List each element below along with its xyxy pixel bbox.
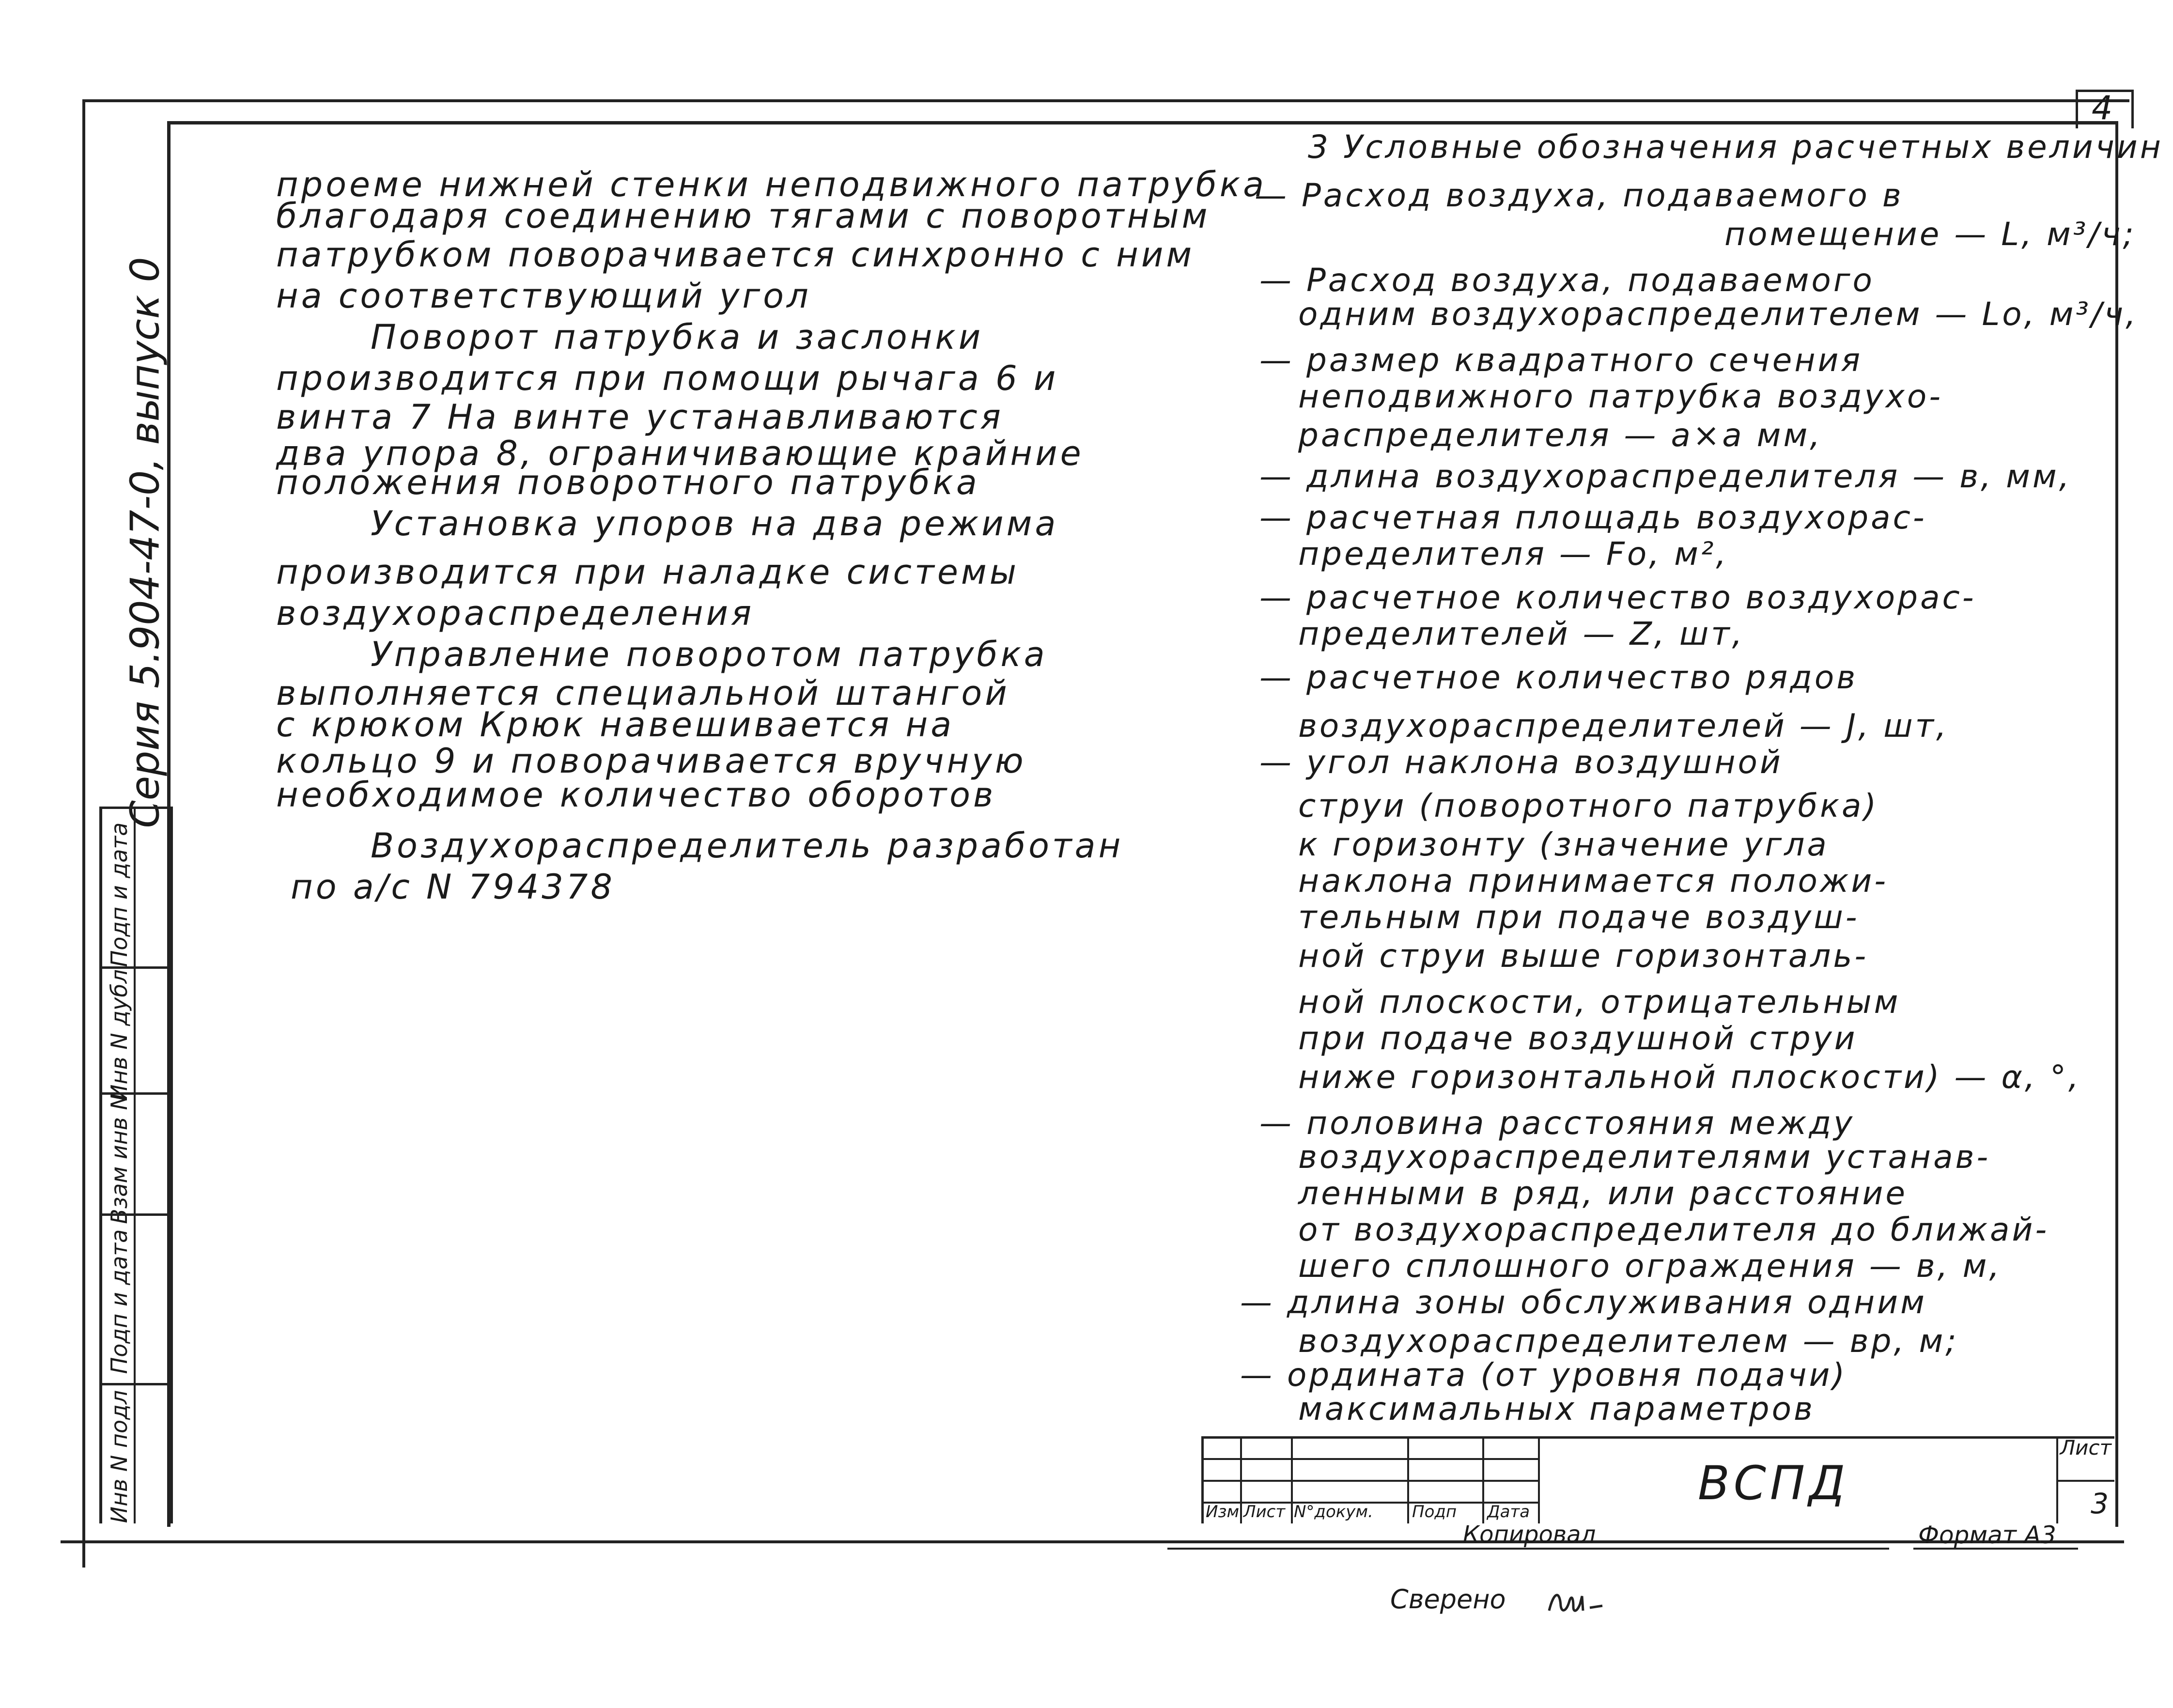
- left-text-line: по а/с N 794378: [291, 867, 615, 907]
- right-text-line: пределителей — Z, шт,: [1298, 615, 1745, 652]
- right-text-line: ной плоскости, отрицательным: [1298, 983, 1901, 1021]
- left-text-line: проеме нижней стенки неподвижного патрубка: [276, 165, 1267, 204]
- title-block-rule: [1482, 1439, 1484, 1523]
- left-text-line: на соответствующий угол: [276, 276, 811, 316]
- right-heading: 3 Условные обозначения расчетных величин: [1308, 128, 2163, 166]
- right-text-line: струи (поворотного патрубка): [1298, 787, 1879, 824]
- left-text-line: два упора 8, ограничивающие крайние: [276, 434, 1084, 473]
- left-text-line: Управление поворотом патрубка: [371, 635, 1048, 674]
- right-text-line: — ордината (от уровня подачи): [1240, 1356, 1847, 1394]
- left-text-line: с крюком Крюк навешивается на: [276, 705, 955, 745]
- title-block-rule: [1538, 1439, 1540, 1523]
- side-stamp-label: Инв N дубл: [106, 969, 132, 1102]
- copied-by-label: Копировал: [1463, 1521, 1596, 1548]
- right-text-line: — длина зоны обслуживания одним: [1240, 1284, 1927, 1321]
- side-stamp-cell: [102, 1092, 170, 1224]
- right-text-line: воздухораспределителей — J, шт,: [1298, 707, 1949, 745]
- right-text-line: одним воздухораспределителем — Lо, м³/ч,: [1298, 295, 2139, 333]
- format-underline: [1913, 1548, 2078, 1550]
- right-text-line: — Расход воздуха, подаваемого: [1259, 262, 1875, 299]
- right-text-line: шего сплошного ограждения — в, м,: [1298, 1247, 2002, 1285]
- side-stamp-label: Инв N подл: [106, 1390, 132, 1523]
- right-text-line: — расчетное количество воздухорас-: [1259, 579, 1976, 616]
- title-block-column-label: Подп: [1412, 1502, 1457, 1522]
- right-text-line: — угол наклона воздушной: [1259, 744, 1783, 781]
- right-text-line: — Расход воздуха, подаваемого в: [1255, 177, 1904, 214]
- right-text-line: воздухораспределителями устанав-: [1298, 1138, 1991, 1176]
- title-block-rule: [2056, 1480, 2114, 1482]
- right-text-line: ной струи выше горизонталь-: [1298, 937, 1869, 975]
- side-stamp-cell: [102, 807, 170, 969]
- title-block-rule: [1291, 1439, 1293, 1523]
- footer-rule: [1167, 1548, 1889, 1550]
- left-text-line: винта 7 На винте устанавливаются: [276, 397, 1004, 437]
- right-text-line: к горизонту (значение угла: [1298, 826, 1829, 863]
- side-stamp-label: Подп и дата: [106, 1229, 132, 1374]
- right-text-line: — размер квадратного сечения: [1259, 342, 1863, 379]
- right-text-line: ленными в ряд, или расстояние: [1298, 1175, 1908, 1212]
- title-block-column-label: Изм: [1206, 1502, 1240, 1522]
- title-block-rule: [1204, 1480, 1538, 1482]
- side-stamp-cell: [102, 966, 170, 1102]
- right-text-line: воздухораспределителем — вр, м;: [1298, 1322, 1959, 1360]
- right-text-line: помещение — L, м³/ч;: [1724, 216, 2136, 253]
- left-text-line: Воздухораспределитель разработан: [371, 826, 1124, 866]
- sheet-label: Лист: [2060, 1436, 2111, 1460]
- right-text-line: пределителя — Fо, м²,: [1298, 535, 1729, 573]
- signature: [1545, 1586, 1613, 1620]
- side-stamp: [99, 807, 173, 1523]
- right-text-line: от воздухораспределителя до ближай-: [1298, 1211, 2049, 1248]
- title-block-column-label: N°докум.: [1294, 1502, 1373, 1522]
- page-number-box: [2076, 90, 2134, 128]
- outer-frame-bottom: [61, 1540, 2124, 1543]
- left-text-line: необходимое количество оборотов: [276, 775, 996, 815]
- left-text-line: Поворот патрубка и заслонки: [371, 317, 984, 357]
- right-text-line: ниже горизонтальной плоскости) — α, °,: [1298, 1058, 2081, 1096]
- left-text-line: выполняется специальной штангой: [276, 673, 1010, 713]
- right-text-line: максимальных параметров: [1298, 1390, 1815, 1428]
- right-text-line: — расчетное количество рядов: [1259, 659, 1858, 696]
- left-text-line: положения поворотного патрубка: [276, 463, 980, 502]
- title-block-column-label: Дата: [1487, 1502, 1530, 1522]
- side-stamp-label: Взам инв N: [106, 1093, 132, 1224]
- right-text-line: неподвижного патрубка воздухо-: [1298, 378, 1943, 415]
- right-text-line: наклона принимается положи-: [1298, 862, 1889, 900]
- right-text-line: — расчетная площадь воздухорас-: [1259, 499, 1927, 536]
- left-text-line: патрубком поворачивается синхронно с ним: [276, 235, 1195, 275]
- right-text-line: распределителя — а×а мм,: [1298, 417, 1823, 454]
- title-block-column-label: Лист: [1243, 1502, 1286, 1522]
- left-text-line: Установка упоров на два режима: [371, 504, 1059, 543]
- checked-note: Сверено: [1390, 1584, 1506, 1615]
- left-text-line: благодаря соединению тягами с поворотным: [276, 196, 1211, 236]
- side-stamp-label: Подп и дата: [106, 822, 132, 967]
- left-text-line: воздухораспределения: [276, 593, 755, 633]
- title-block-rule: [2056, 1439, 2058, 1523]
- right-text-line: — длина воздухораспределителя — в, мм,: [1259, 458, 2072, 495]
- page-number: 4: [2092, 89, 2113, 127]
- document-code: ВСПД: [1698, 1456, 1849, 1510]
- series-label: Серия 5.904-47-0, выпуск 0: [122, 257, 169, 828]
- right-text-line: тельным при подаче воздуш-: [1298, 899, 1860, 936]
- right-text-line: — половина расстояния между: [1259, 1104, 1855, 1142]
- side-stamp-cell: [102, 1213, 170, 1385]
- side-stamp-cell: [102, 1383, 170, 1526]
- left-text-line: производится при помощи рычага 6 и: [276, 358, 1059, 398]
- right-text-line: при подаче воздушной струи: [1298, 1020, 1858, 1057]
- format-label: Формат А3: [1918, 1521, 2056, 1549]
- left-text-line: производится при наладке системы: [276, 552, 1019, 592]
- title-block-rule: [1407, 1439, 1409, 1523]
- title-block-rule: [1240, 1439, 1242, 1523]
- title-block-rule: [1204, 1458, 1538, 1460]
- left-text-line: кольцо 9 и поворачивается вручную: [276, 741, 1026, 781]
- sheet-number: 3: [2091, 1487, 2109, 1520]
- title-block: [1201, 1436, 2114, 1523]
